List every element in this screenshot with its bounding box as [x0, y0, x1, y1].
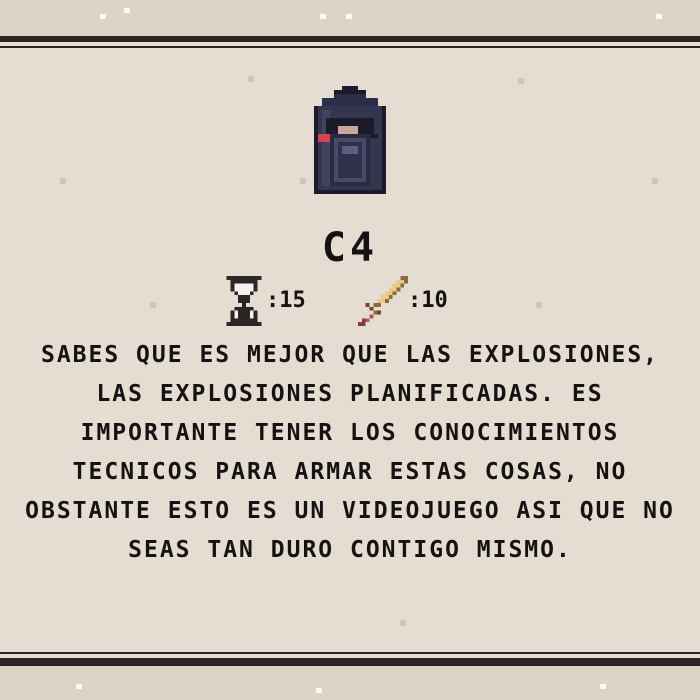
decor-speck	[656, 14, 662, 19]
top-border-line	[0, 36, 700, 42]
decor-dot	[400, 620, 406, 626]
bottom-border-thin-line	[0, 652, 700, 654]
decor-speck	[100, 14, 106, 19]
decor-dot	[652, 178, 658, 184]
decor-dot	[150, 302, 156, 308]
damage-value: :10	[408, 288, 448, 313]
top-border-thin-line	[0, 46, 700, 48]
decor-speck	[600, 684, 606, 689]
item-name: C4	[321, 225, 379, 271]
decor-speck	[346, 14, 352, 19]
decor-speck	[124, 8, 130, 13]
item-description: SABES QUE ES MEJOR QUE LAS EXPLOSIONES, LAS EXPLOSIONES PLANIFICADAS. ES IMPORTANTE TENER LOS CONOCIMIENTOS TECNICOS PARA ARMAR ESTAS COSAS, NO OBSTANTE ESTO ES UN VIDEOJUEGO ASI QUE NO SEAS TAN DURO CONTIGO MISMO.	[25, 342, 675, 563]
decor-dot	[248, 76, 254, 82]
decor-speck	[76, 684, 82, 689]
bottom-border-line	[0, 658, 700, 666]
c4-explosive-icon	[314, 86, 386, 194]
decor-speck	[320, 14, 326, 19]
hourglass-icon	[226, 276, 262, 326]
decor-dot	[536, 302, 542, 308]
decor-dot	[518, 78, 524, 84]
damage-stat	[358, 276, 468, 326]
decor-dot	[60, 178, 66, 184]
sword-icon	[358, 276, 408, 326]
time-value: :15	[266, 288, 306, 313]
time-stat	[226, 276, 336, 326]
bottom-border-band	[0, 666, 700, 700]
decor-speck	[316, 688, 322, 693]
decor-dot	[300, 178, 306, 184]
